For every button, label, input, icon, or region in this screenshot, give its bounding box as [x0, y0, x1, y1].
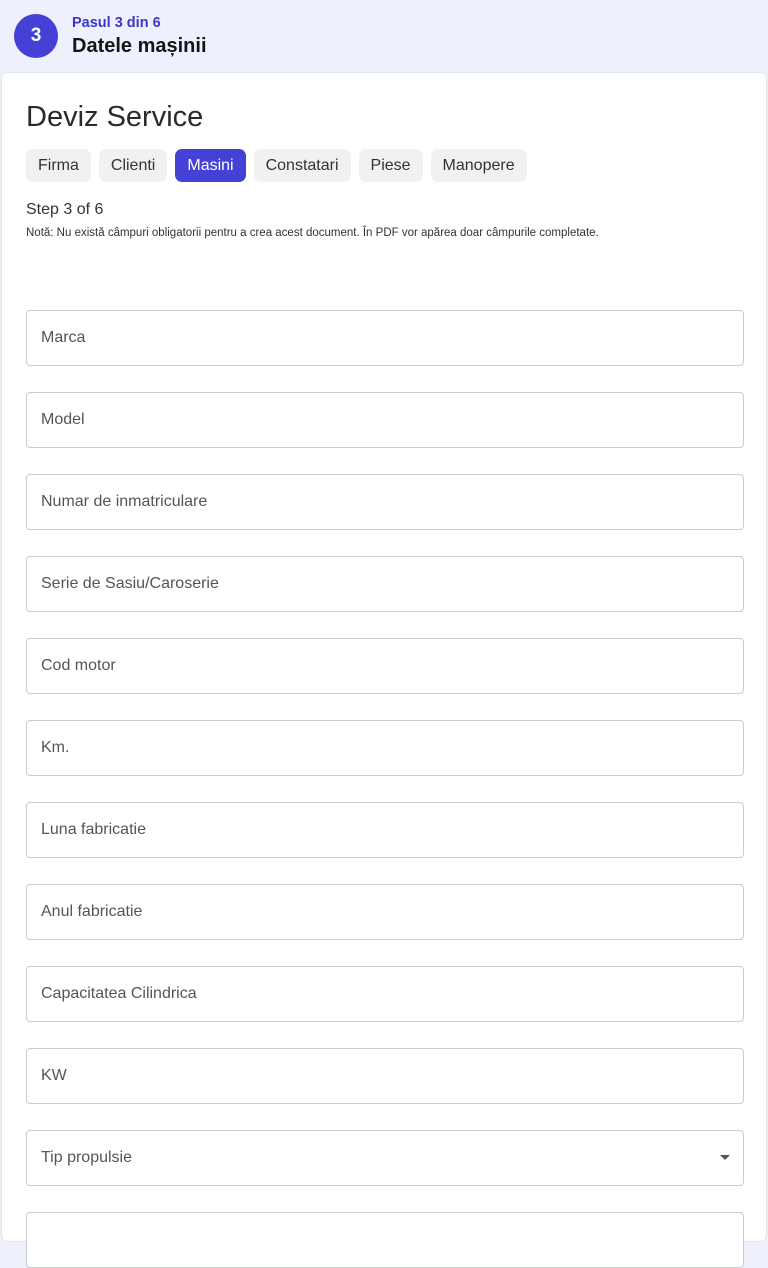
tab-masini[interactable]: Masini	[175, 149, 245, 182]
step-title: Datele mașinii	[72, 35, 207, 57]
model-input[interactable]	[26, 392, 744, 448]
step-label: Pasul 3 din 6	[72, 15, 161, 31]
step-number-badge: 3	[14, 14, 58, 58]
marca-input[interactable]	[26, 310, 744, 366]
kw-input[interactable]	[26, 1048, 744, 1104]
form-card	[1, 72, 767, 1242]
tip-propulsie-select[interactable]: Tip propulsie	[26, 1130, 744, 1186]
tab-piese[interactable]: Piese	[359, 149, 423, 182]
step-progress-text: Step 3 of 6	[26, 201, 104, 218]
luna-fabricatie-input[interactable]	[26, 802, 744, 858]
tab-firma[interactable]: Firma	[26, 149, 91, 182]
step-header	[0, 0, 768, 72]
tip-propulsie-select-wrap	[26, 1130, 744, 1186]
cod-motor-input[interactable]	[26, 638, 744, 694]
capacitate-cilindrica-input[interactable]	[26, 966, 744, 1022]
serie-sasiu-input[interactable]	[26, 556, 744, 612]
km-input[interactable]	[26, 720, 744, 776]
form-note: Notă: Nu există câmpuri obligatorii pentru a crea acest document. În PDF vor apărea doar câmpurile completate.	[26, 227, 599, 239]
tab-clienti[interactable]: Clienti	[99, 149, 167, 182]
tab-manopere[interactable]: Manopere	[431, 149, 527, 182]
tab-constatari[interactable]: Constatari	[254, 149, 351, 182]
anul-fabricatie-input[interactable]	[26, 884, 744, 940]
chevron-down-icon	[720, 1155, 730, 1160]
document-title: Deviz Service	[26, 101, 204, 133]
tab-bar	[26, 149, 527, 182]
numar-inmatriculare-input[interactable]	[26, 474, 744, 530]
next-field-input[interactable]	[26, 1212, 744, 1268]
